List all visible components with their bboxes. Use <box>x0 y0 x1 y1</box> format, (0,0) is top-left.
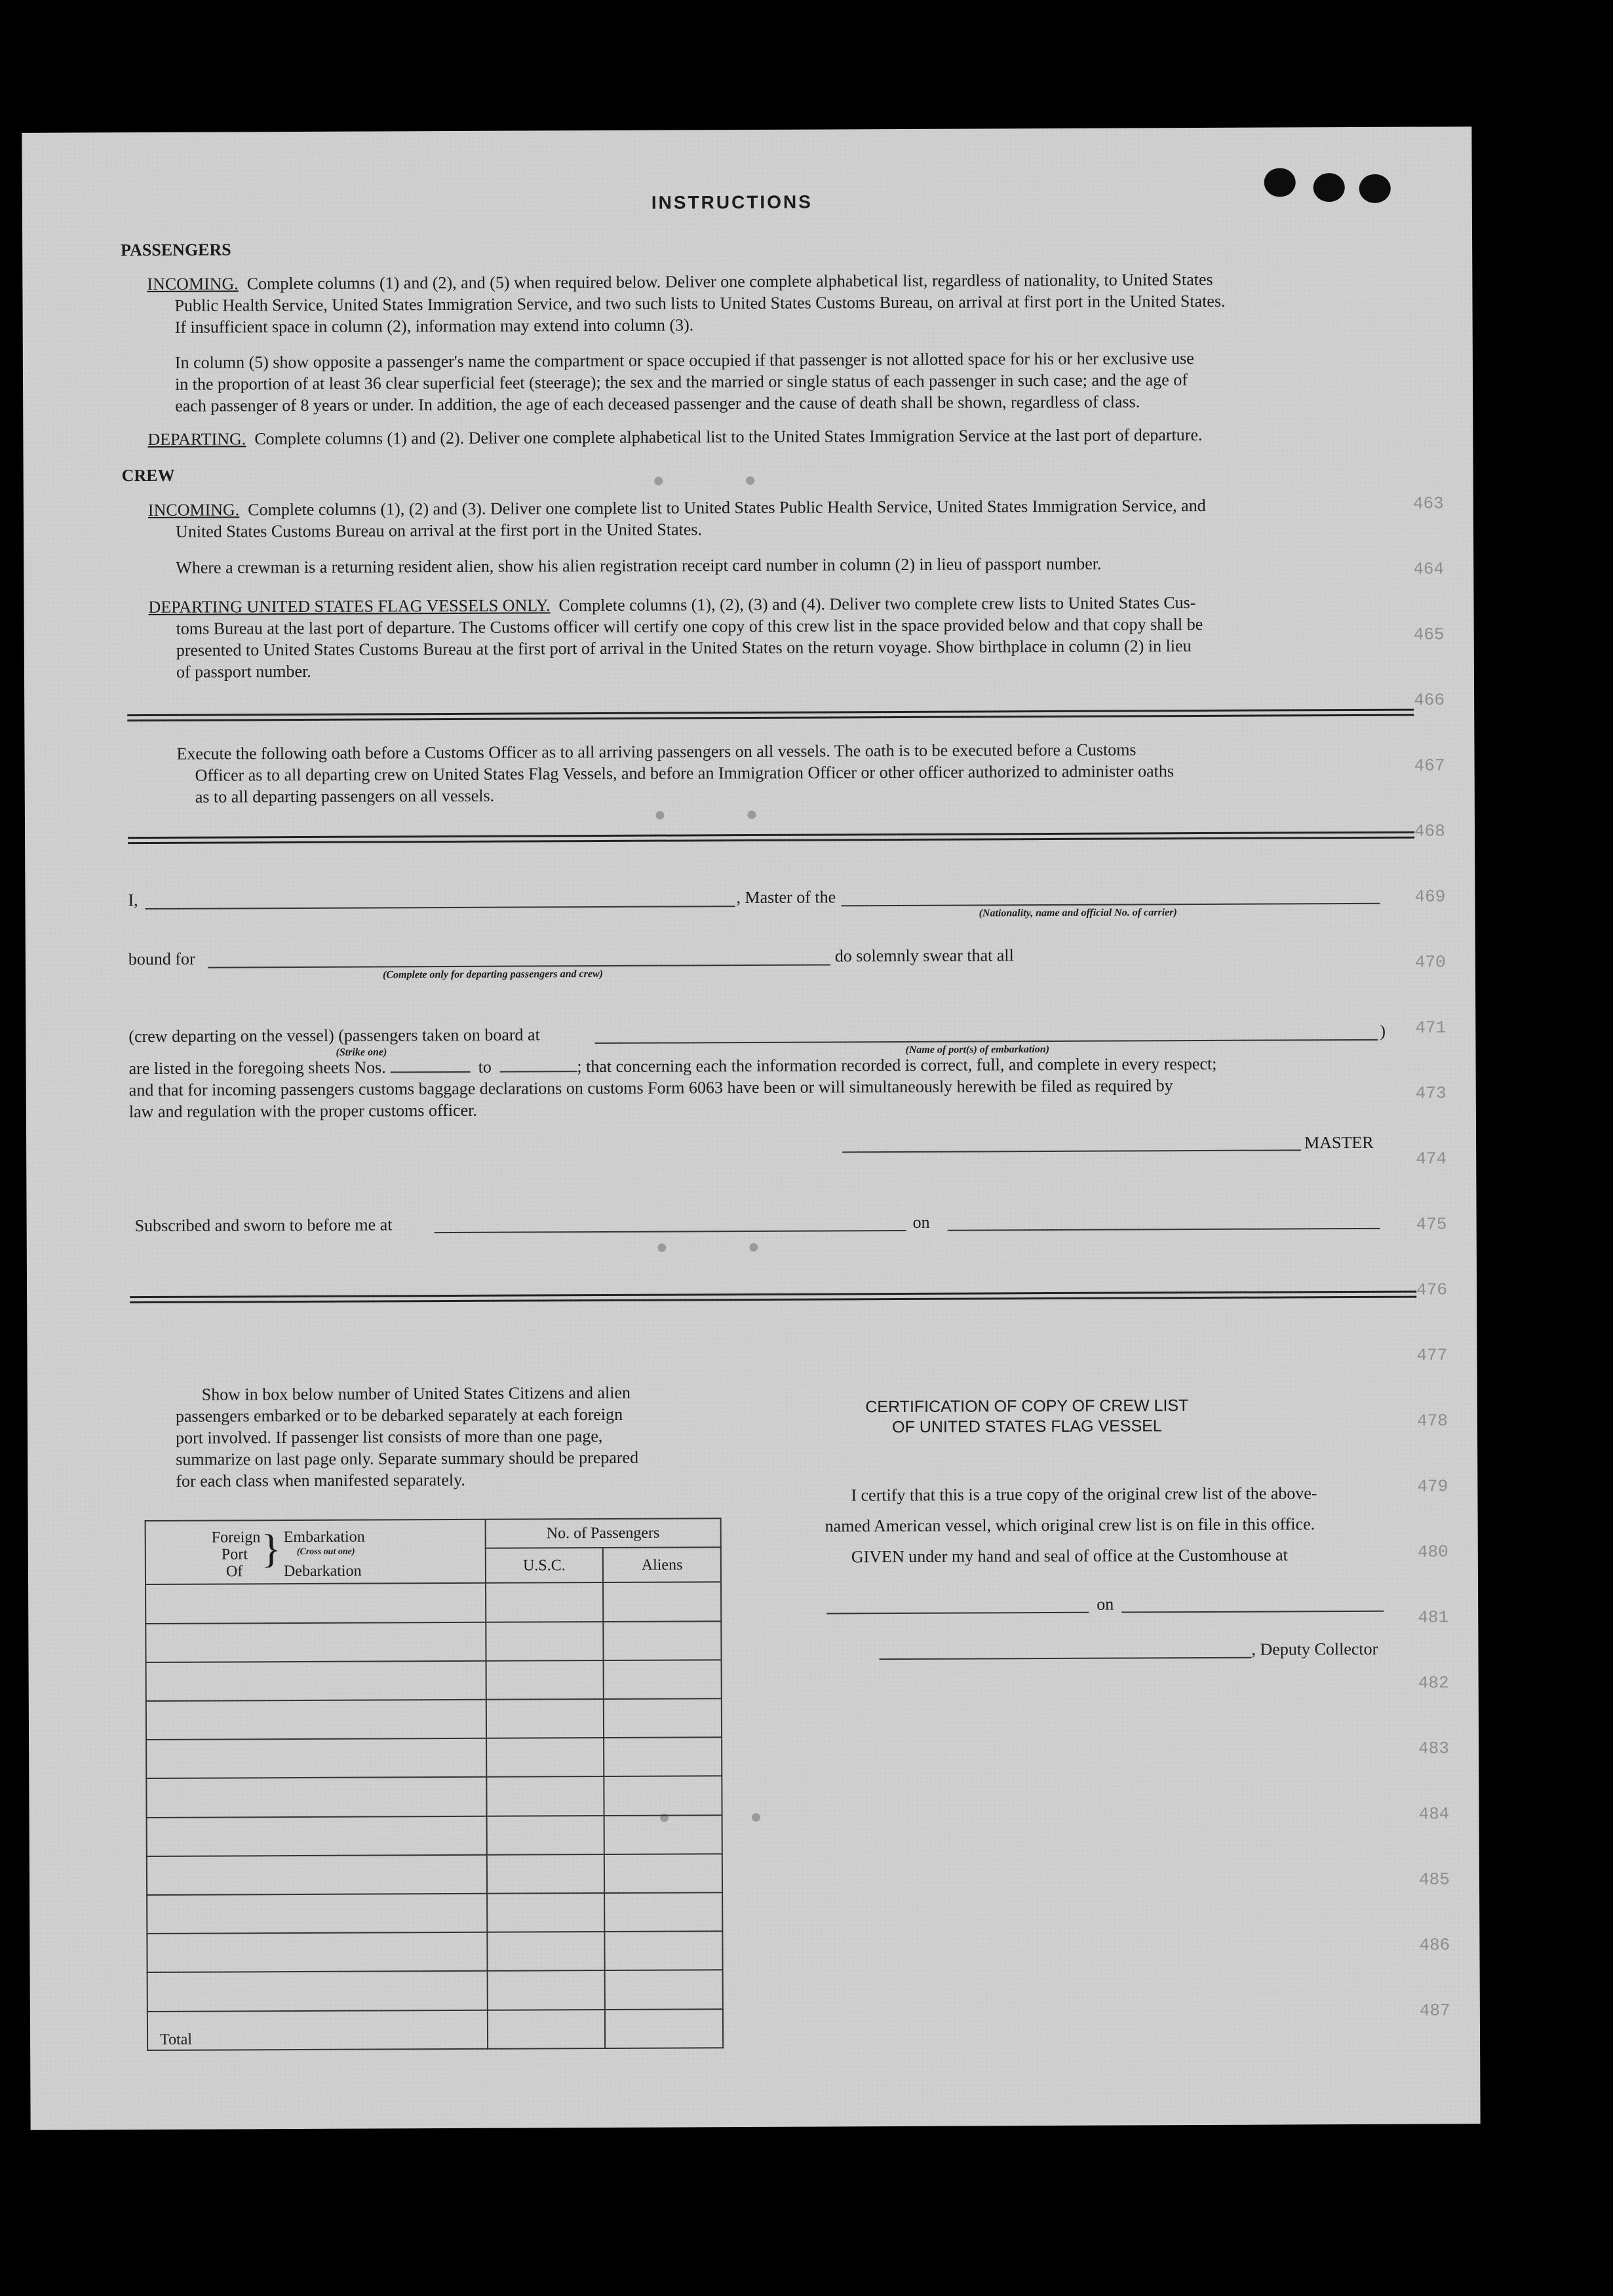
usc-cell[interactable] <box>486 1582 604 1622</box>
sheet-to-field[interactable] <box>499 1056 577 1073</box>
ports-caption: (Name of port(s) of embarkation) <box>905 1044 1050 1056</box>
close-paren: ) <box>1380 1021 1386 1041</box>
foreign-label: Foreign <box>211 1529 261 1546</box>
port-cell[interactable] <box>147 1932 487 1972</box>
aliens-cell[interactable] <box>604 1815 722 1854</box>
port-cell[interactable] <box>146 1583 486 1623</box>
crew-heading: CREW <box>121 465 175 486</box>
passengers-incoming <box>147 268 1392 338</box>
listed-label: law and regulation with the proper customs officer. <box>128 1100 477 1122</box>
certification-text <box>794 1482 1385 1568</box>
sworn-place-field[interactable] <box>435 1230 906 1233</box>
customhouse-field[interactable] <box>826 1612 1089 1615</box>
margin-number: 464 <box>1413 559 1445 579</box>
no-passengers-header: No. of Passengers <box>485 1518 721 1548</box>
punch-hole <box>1359 174 1391 203</box>
master-name-field[interactable] <box>146 906 735 909</box>
crew-incoming <box>148 494 1393 543</box>
strike-caption: (Strike one) <box>336 1046 387 1058</box>
certification-line: I certify that this is a true copy of the original crew list of the above- <box>851 1483 1317 1505</box>
departing-text: Complete columns (1), (2), (3) and (4). Deliver two complete crew lists to United States Cus- <box>558 593 1196 615</box>
oath-intro <box>176 738 1395 808</box>
subscribed-text: Subscribed and sworn to before me at <box>134 1215 393 1236</box>
margin-number: 463 <box>1412 493 1444 514</box>
port-cell[interactable] <box>147 1855 487 1895</box>
summary-text: for each class when manifested separately. <box>176 1470 465 1491</box>
aliens-cell[interactable] <box>605 1970 723 2010</box>
margin-number: 486 <box>1419 1935 1450 1955</box>
passengers-heading: PASSENGERS <box>121 240 231 260</box>
margin-number: 481 <box>1418 1607 1449 1628</box>
carrier-caption: (Nationality, name and official No. of carrier) <box>979 907 1177 919</box>
usc-total-cell[interactable] <box>488 2010 606 2049</box>
usc-cell[interactable] <box>486 1738 604 1777</box>
margin-number: 483 <box>1418 1738 1450 1759</box>
usc-cell[interactable] <box>487 1970 605 2010</box>
listed-text <box>129 1052 1388 1122</box>
port-cell[interactable] <box>146 1738 486 1778</box>
to-label: to <box>478 1057 492 1077</box>
carrier-field[interactable] <box>842 903 1380 907</box>
margin-number: 484 <box>1418 1804 1450 1824</box>
margin-number: 485 <box>1418 1869 1450 1890</box>
certification-subtitle: OF UNITED STATES FLAG VESSEL <box>892 1417 1162 1437</box>
bleed-through-text: ● ● <box>658 1807 764 1830</box>
summary-instructions <box>176 1381 740 1492</box>
aliens-total-cell[interactable] <box>605 2009 723 2048</box>
margin-number: 469 <box>1414 887 1446 907</box>
margin-number: 465 <box>1413 624 1445 645</box>
bleed-through-text: ● ● <box>652 470 758 493</box>
master-label: MASTER <box>1304 1132 1374 1153</box>
port-cell[interactable] <box>147 1971 488 2011</box>
listed-label: ; that concerning each the information recorded is correct, full, and complete in every respect; <box>577 1054 1217 1077</box>
passenger-summary-table <box>145 1518 724 2051</box>
oath-intro-text: Officer as to all departing crew on United States Flag Vessels, and before an Immigration Officer or other officer authorized to administer oaths <box>195 761 1175 785</box>
master-signature-field[interactable] <box>842 1149 1301 1153</box>
departing-text: presented to United States Customs Bureau at the first port of arrival in the United States on the return voyage. Show birthplace in column (2) in lieu <box>176 636 1192 660</box>
departing-label: DEPARTING UNITED STATES FLAG VESSELS ONLY. <box>148 596 551 617</box>
port-cell[interactable] <box>146 1700 486 1740</box>
certification-heading <box>788 1396 1266 1438</box>
oath-intro-text: Execute the following oath before a Customs Officer as to all arriving passengers on all vessels. The oath is to be executed before a Customs <box>176 740 1137 763</box>
aliens-header: Aliens <box>603 1548 721 1583</box>
column5-instructions <box>175 347 1394 417</box>
margin-number: 477 <box>1416 1345 1448 1366</box>
usc-cell[interactable] <box>486 1621 604 1660</box>
aliens-cell[interactable] <box>604 1737 722 1776</box>
incoming-text: Complete columns (1) and (2), and (5) when required below. Deliver one complete alphabetical list, regardless of nationality, to United States <box>246 269 1213 294</box>
margin-number: 478 <box>1416 1411 1448 1431</box>
total-row-label <box>147 2010 488 2050</box>
aliens-cell[interactable] <box>604 1892 722 1932</box>
margin-number: 467 <box>1414 756 1445 776</box>
column5-text: In column (5) show opposite a passenger's name the compartment or space occupied if that passenger is not allotted space for his or her exclusive use <box>174 349 1194 372</box>
punch-hole <box>1313 173 1345 202</box>
certification-title: CERTIFICATION OF COPY OF CREW LIST <box>865 1396 1189 1417</box>
margin-number: 474 <box>1416 1149 1447 1169</box>
usc-cell[interactable] <box>486 1699 604 1738</box>
margin-number: 480 <box>1417 1542 1448 1562</box>
usc-cell[interactable] <box>487 1854 605 1894</box>
listed-label: and that for incoming passengers customs baggage declarations on customs Form 6063 have been or will simultaneously herewith be filed as required by <box>128 1076 1173 1100</box>
embarkation-label: Embarkation <box>283 1528 365 1546</box>
brace-icon: } <box>261 1527 281 1572</box>
punch-hole <box>1264 168 1296 197</box>
column5-text: in the proportion of at least 36 clear superficial feet (steerage); the sex and the married or single status of each passenger in such case; and the age of <box>174 370 1188 394</box>
sworn-on-label: on <box>912 1212 930 1232</box>
listed-label: are listed in the foregoing sheets Nos. <box>128 1058 386 1079</box>
usc-cell[interactable] <box>486 1660 604 1700</box>
certification-line: GIVEN under my hand and seal of office at the Customhouse at <box>851 1545 1288 1567</box>
usc-cell[interactable] <box>486 1816 604 1855</box>
summary-text: summarize on last page only. Separate summary should be prepared <box>176 1447 639 1469</box>
margin-number: 466 <box>1414 690 1445 710</box>
embarkation-port-field[interactable] <box>594 1039 1378 1044</box>
oath-intro-text: as to all departing passengers on all vessels. <box>195 786 495 807</box>
port-cell[interactable] <box>147 1816 487 1856</box>
aliens-cell[interactable] <box>604 1698 722 1738</box>
margin-number: 482 <box>1418 1673 1449 1693</box>
bound-for-field[interactable] <box>208 964 830 968</box>
of-label: Of <box>225 1563 243 1580</box>
margin-number: 470 <box>1414 952 1446 972</box>
passengers-departing <box>147 423 1393 450</box>
incoming-label: INCOMING. <box>147 500 240 520</box>
departing-text: Complete columns (1) and (2). Deliver one complete alphabetical list to the United States Immigration Service at the last port of departure. <box>254 425 1203 449</box>
bound-for-caption: (Complete only for departing passengers and crew) <box>382 968 604 981</box>
swear-text: do solemnly swear that all <box>834 946 1014 966</box>
certification-line: named American vessel, which original crew list is on file in this office. <box>825 1514 1315 1536</box>
port-cell[interactable] <box>146 1622 486 1662</box>
margin-number: 473 <box>1415 1083 1447 1103</box>
summary-text: passengers embarked or to be debarked separately at each foreign <box>175 1404 623 1426</box>
usc-cell[interactable] <box>486 1776 604 1816</box>
margin-number: 487 <box>1419 2000 1450 2021</box>
debarkation-label: Debarkation <box>283 1562 362 1580</box>
port-cell[interactable] <box>146 1660 486 1700</box>
oath-i-label: I, <box>128 890 138 910</box>
incoming-text: Complete columns (1), (2) and (3). Deliver one complete list to United States Public Health Service, United States Immigration Service, and <box>248 495 1206 520</box>
port-cell[interactable] <box>147 1894 487 1934</box>
margin-number: 479 <box>1417 1476 1448 1497</box>
departing-label: DEPARTING. <box>147 429 246 450</box>
master-of-label: , Master of the <box>736 887 836 908</box>
margin-number: 476 <box>1416 1280 1447 1300</box>
departing-text: toms Bureau at the last port of departure. The Customs officer will certify one copy of this crew list in the space provided below and that copy shall be <box>176 614 1203 638</box>
aliens-cell[interactable] <box>604 1621 722 1660</box>
usc-header: U.S.C. <box>485 1548 603 1583</box>
deputy-collector-field[interactable] <box>880 1657 1252 1660</box>
summary-text: port involved. If passenger list consists of more than one page, <box>175 1426 603 1447</box>
usc-cell[interactable] <box>487 1893 605 1932</box>
bleed-through-text: ● ● <box>655 1236 761 1260</box>
margin-number: 471 <box>1415 1018 1447 1038</box>
aliens-cell[interactable] <box>604 1660 722 1699</box>
crew-departing-text: (crew departing on the vessel) (passengers taken on board at <box>128 1025 540 1046</box>
aliens-cell[interactable] <box>604 1854 722 1893</box>
incoming-text: United States Customs Bureau on arrival at the first port in the United States. <box>175 520 703 541</box>
page-title: INSTRUCTIONS <box>651 191 813 213</box>
port-cell[interactable] <box>146 1777 486 1817</box>
margin-number: 475 <box>1416 1214 1447 1234</box>
certification-date-field[interactable] <box>1121 1611 1384 1613</box>
departing-text: of passport number. <box>176 661 311 681</box>
usc-cell[interactable] <box>487 1932 605 1971</box>
aliens-cell[interactable] <box>605 1931 723 1970</box>
port-header-cell <box>146 1520 486 1585</box>
certification-on-label: on <box>1097 1594 1114 1614</box>
column5-text: each passenger of 8 years or under. In addition, the age of each deceased passenger and the cause of death shall be shown, regardless of class. <box>175 392 1140 415</box>
summary-text: Show in box below number of United States Citizens and alien <box>201 1383 631 1404</box>
bleed-through-text: ● ● <box>653 804 760 828</box>
deputy-collector-label: , Deputy Collector <box>1251 1639 1378 1659</box>
incoming-text: If insufficient space in column (2), information may extend into column (3). <box>174 315 694 337</box>
bound-for-label: bound for <box>128 949 195 969</box>
crew-departing <box>148 591 1394 683</box>
margin-number: 468 <box>1414 821 1445 841</box>
cross-out-caption: (Cross out one) <box>296 1546 355 1558</box>
total-label: Total <box>160 2031 193 2048</box>
port-label: Port <box>221 1546 248 1563</box>
aliens-cell[interactable] <box>604 1776 722 1816</box>
sheet-from-field[interactable] <box>390 1057 470 1073</box>
sworn-date-field[interactable] <box>948 1228 1380 1231</box>
incoming-text: Public Health Service, United States Immigration Service, and two such lists to United States Customs Bureau, on arrival at first port in the United States. <box>174 291 1226 315</box>
incoming-label: INCOMING. <box>147 274 239 294</box>
aliens-cell[interactable] <box>603 1582 721 1621</box>
alien-instructions: Where a crewman is a returning resident alien, show his alien registration receipt card number in column (2) in lieu of passport number. <box>176 554 1102 577</box>
form-page <box>22 126 1480 2130</box>
